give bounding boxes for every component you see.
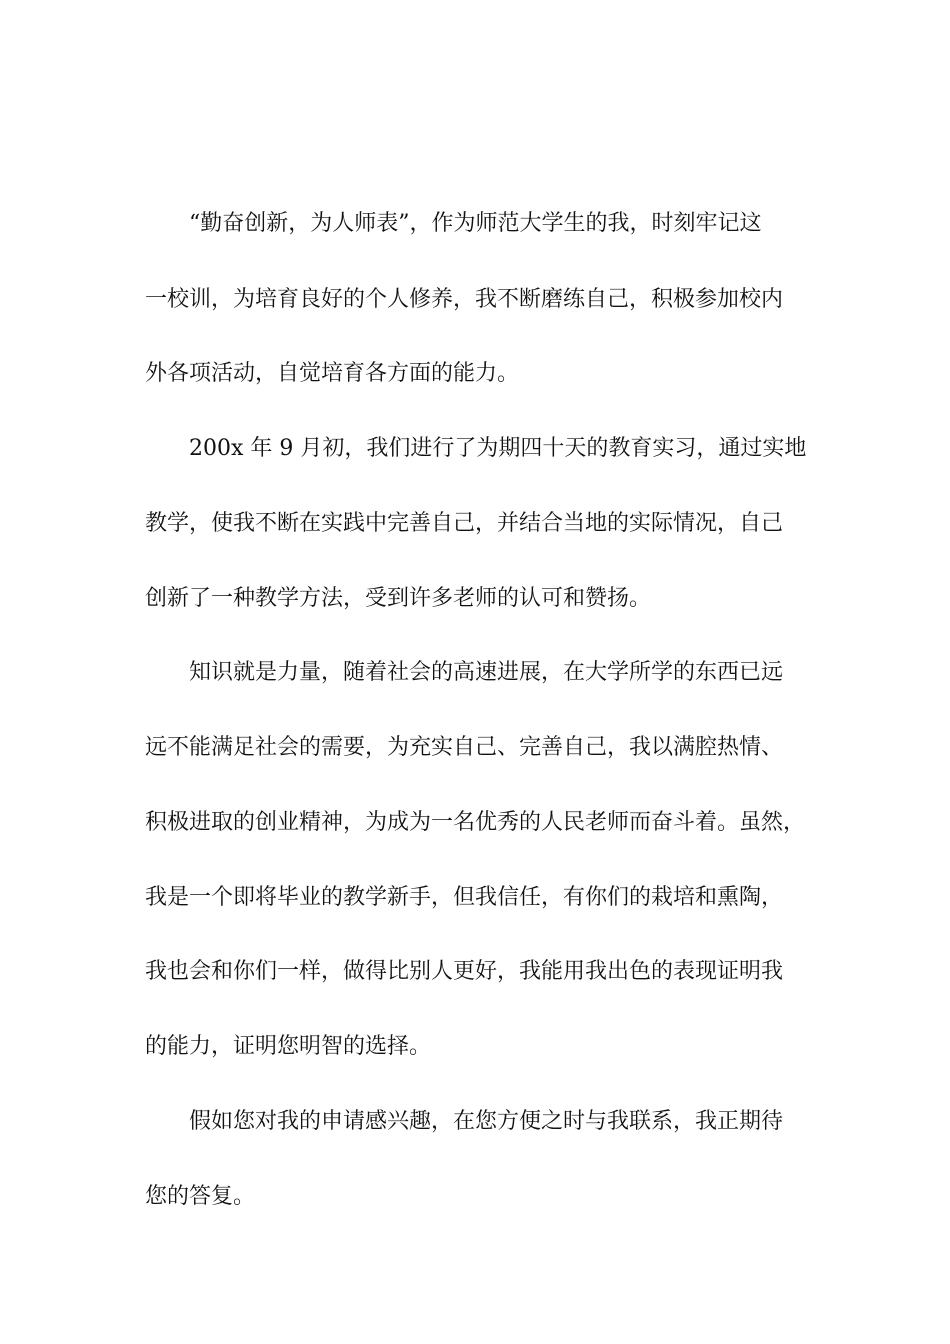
paragraph-line: 的能力，证明您明智的选择。: [145, 1034, 432, 1059]
paragraph-line: 我是一个即将毕业的教学新手，但我信任，有你们的栽培和熏陶，: [145, 885, 784, 910]
paragraph-line: 知识就是力量，随着社会的高速进展，在大学所学的东西已远: [189, 660, 784, 685]
paragraph-line: 200x 年 9 月初，我们进行了为期四十天的教育实习，通过实地: [189, 436, 807, 461]
paragraph-line: 假如您对我的申请感兴趣，在您方便之时与我联系，我正期待: [189, 1109, 784, 1134]
paragraph-line: 积极进取的创业精神，为成为一名优秀的人民老师而奋斗着。虽然，: [145, 810, 806, 835]
paragraph-line: 一校训，为培育良好的个人修养，我不断磨练自己，积极参加校内: [145, 287, 784, 312]
paragraph-line: 您的答复。: [145, 1184, 256, 1209]
paragraph-line: 外各项活动，自觉培育各方面的能力。: [145, 361, 520, 386]
paragraph-line: 教学，使我不断在实践中完善自己，并结合当地的实际情况，自己: [145, 511, 784, 536]
paragraph-line: “勤奋创新，为人师表”，作为师范大学生的我，时刻牢记这: [189, 211, 762, 236]
paragraph-line: 远不能满足社会的需要，为充实自己、完善自己，我以满腔热情、: [145, 735, 784, 760]
paragraph-line: 创新了一种教学方法，受到许多老师的认可和赞扬。: [145, 586, 652, 611]
paragraph-line: 我也会和你们一样，做得比别人更好，我能用我出色的表现证明我: [145, 959, 784, 984]
